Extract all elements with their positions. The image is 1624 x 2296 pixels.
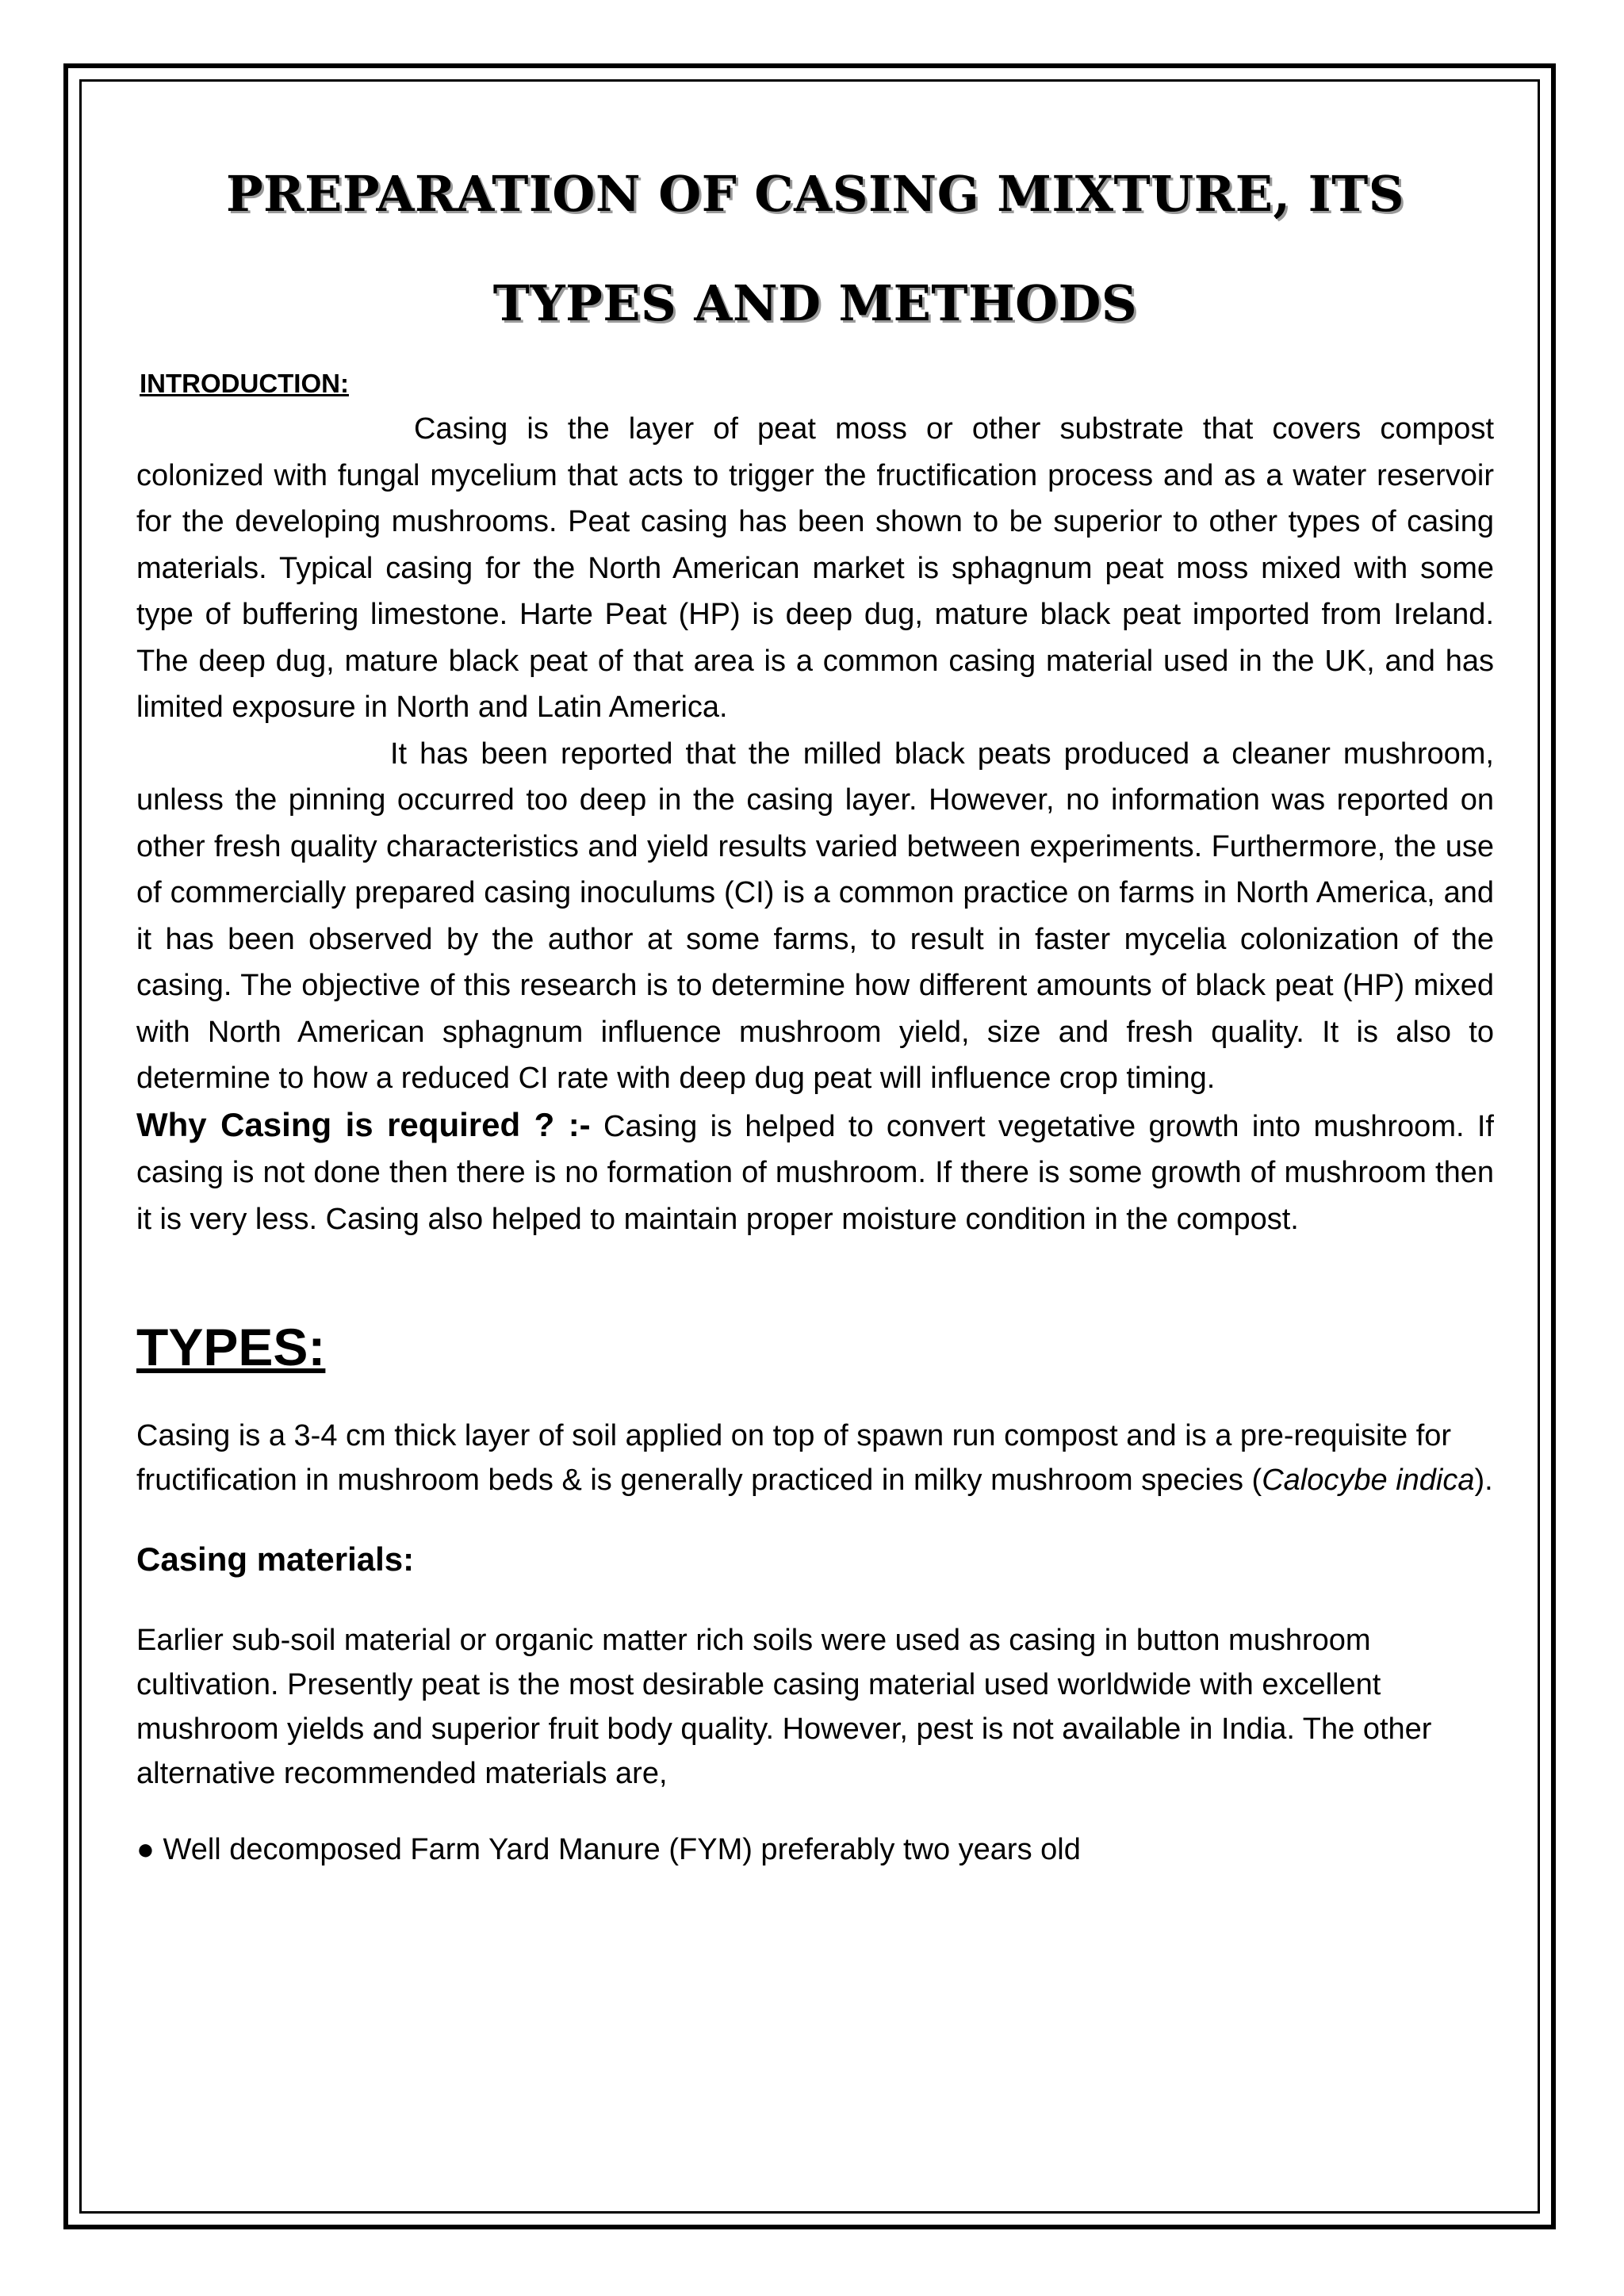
introduction-paragraph-2: It has been reported that the milled black peats produced a cleaner mushroom, unless the pinning occurred too deep in the casing layer. However, no information was reported on other fresh quality characteristics and yield results varied between experiments. Furthermore, the use of commercially prepared casing inoculums (CI) is a common practice on farms in North America, and it has been observed by the author at some farms, to result in faster mycelia colonization of the casing. The objective of this research is to determine how different amounts of black peat (HP) mixed with North American sphagnum influence mushroom yield, size and fresh quality. It is also to determine to how a reduced CI rate with deep dug peat will influence crop timing. xyxy=(136,737,1494,1095)
types-heading: TYPES: xyxy=(136,1318,326,1376)
types-text-before: Casing is a 3-4 cm thick layer of soil applied on top of spawn run compost and is a pre-requisite for fructification in mushroom beds & is generally practiced in milky mushroom species ( xyxy=(136,1419,1452,1497)
types-text-after: ). xyxy=(1474,1464,1493,1497)
why-casing-text: Casing is helped to convert vegetative growth into mushroom. If casing is not done then there is no formation of mushroom. If there is some growth of mushroom then it is very less. Casing also helped to maintain proper moisture condition in the compost. xyxy=(136,1109,1494,1236)
casing-materials-paragraph: Earlier sub-soil material or organic matter rich soils were used as casing in button mushroom cultivation. Presently peat is the most desirable casing material used worldwide with excellent mushroom yields and superior fruit body quality. However, pest is not available in India. The other alternative recommended materials are, xyxy=(136,1624,1432,1790)
title-line-2: TYPES AND METHODS xyxy=(492,274,1138,332)
why-casing-paragraph xyxy=(136,1102,1494,1243)
introduction-heading xyxy=(136,363,1494,404)
document-title xyxy=(136,135,1494,363)
why-casing-lead: Why Casing is required ? :- xyxy=(136,1105,591,1143)
title-line-1: PREPARATION OF CASING MIXTURE, ITS xyxy=(225,165,1405,223)
species-name: Calocybe indica xyxy=(1262,1464,1475,1497)
casing-materials-heading: Casing materials: xyxy=(136,1540,415,1578)
list-item xyxy=(136,1827,1494,1872)
types-paragraph xyxy=(136,1414,1494,1502)
introduction-heading-text: INTRODUCTION: xyxy=(140,369,349,398)
introduction-paragraph-1: Casing is the layer of peat moss or other substrate that covers compost colonized with fungal mycelium that acts to trigger the fructification process and as a water reservoir for the developing mushrooms. Peat casing has been shown to be superior to other types of casing materials. Typical casing for the North American market is sphagnum peat moss mixed with some type of buffering limestone. Harte Peat (HP) is deep dug, mature black peat imported from Ireland. The deep dug, mature black peat of that area is a common casing material used in the UK, and has limited exposure in North and Latin America. xyxy=(136,412,1494,724)
bullet-icon: ● xyxy=(136,1833,155,1866)
document-body xyxy=(136,135,1494,1872)
list-item-text: Well decomposed Farm Yard Manure (FYM) preferably two years old xyxy=(163,1833,1081,1866)
